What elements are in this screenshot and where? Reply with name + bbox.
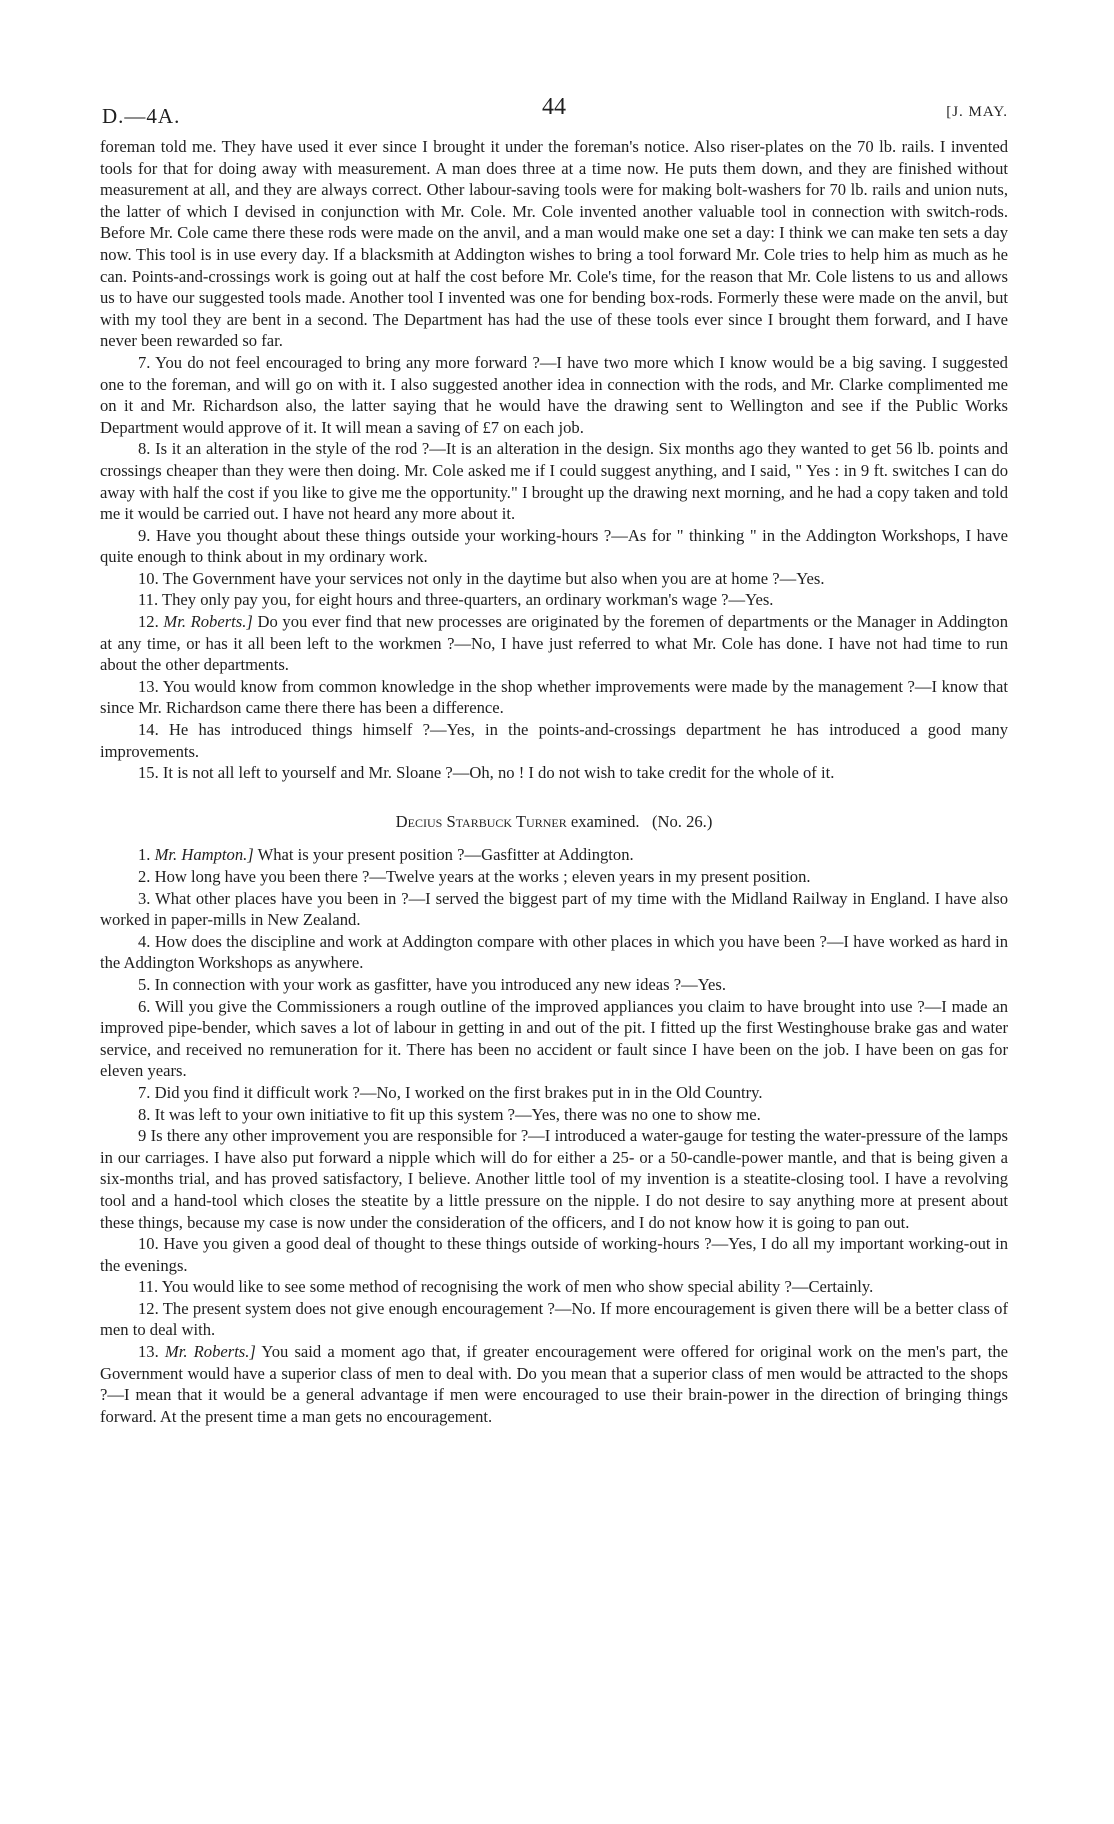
question-number: 14. — [138, 720, 159, 740]
question-paragraph — [100, 1082, 1008, 1104]
question-number: 10. — [138, 1234, 159, 1254]
question-paragraph — [100, 931, 1008, 974]
question-number: 9 — [138, 1126, 147, 1146]
continued-paragraph — [100, 136, 1008, 352]
witness-number: (No. 26.) — [651, 811, 713, 831]
question-text: What is your present position ?—Gasfitter at Addington. — [257, 845, 634, 865]
document-page — [100, 92, 1008, 1427]
paragraph-text: foreman told me. They have used it ever since I brought it under the foreman's notice. Also riser-plates on the 70 lb. rails. I invented tools for that for doing away with measurement. A man does three at a time now. He puts them down, and they are finished without measurement at all, and they are always correct. Other labour-saving tools were for making bolt-washers for 70 lb. rails and union nuts, the latter of which I devised in conjunction with Mr. Cole. Mr. Cole invented another valuable tool in connection with switch-rods. Before Mr. Cole came there these rods were made on the anvil, and a man would make one set a day: I think we can make ten sets a day now. This tool is in use every day. If a blacksmith at Addington wishes to bring a tool forward Mr. Cole tries to help him as much as he can. Points-and-crossings work is going out at half the cost before Mr. Cole's time, for the reason that Mr. Cole listens to us and allows us to have our suggested tools made. Another tool I invented was one for bending box-rods. Formerly these were made on the anvil, but with my tool they are bent in a second. The Department has had the use of these tools ever since I brought them forward, and I have never been rewarded so far. — [100, 137, 1008, 351]
question-number: 7. — [138, 352, 151, 372]
question-text: It is not all left to yourself and Mr. Sloane ?—Oh, no ! I do not wish to take credit for the whole of it. — [162, 763, 835, 783]
question-paragraph — [100, 844, 1008, 866]
question-text: Is it an alteration in the style of the rod ?—It is an alteration in the design. Six months ago they wanted to get 56 lb. points and crossings cheaper than they were then doing. Mr. Cole asked me if I could suggest anything, and I said, " Yes : in 9 ft. switches I can do away with half the cost if you like to give me the opportunity." I brought up the drawing next morning, and he had a copy taken and told me it would be carried out. I have not heard any more about it. — [100, 439, 1008, 524]
page-header — [100, 92, 1008, 136]
question-number: 7. — [138, 1082, 151, 1102]
question-number: 11. — [138, 590, 159, 610]
question-text: It was left to your own initiative to fit up this system ?—Yes, there was no one to show me. — [154, 1104, 761, 1124]
question-paragraph — [100, 438, 1008, 524]
witness-examined: examined. — [570, 811, 640, 831]
witness-heading — [100, 811, 1008, 833]
question-number: 11. — [138, 1277, 159, 1297]
speaker-name: Mr. Roberts.] — [164, 1342, 256, 1362]
question-number: 9. — [138, 525, 151, 545]
question-number: 12. — [138, 612, 159, 632]
question-text: How does the discipline and work at Addington compare with other places in which you have been ?—I have worked as hard in the Addington Workshops as anywhere. — [100, 931, 1009, 973]
question-number: 8. — [138, 1104, 151, 1124]
question-paragraph — [100, 888, 1008, 931]
question-paragraph — [100, 611, 1008, 676]
speaker-name: Mr. Roberts.] — [163, 612, 253, 632]
question-paragraph — [100, 1233, 1008, 1276]
question-text: Have you given a good deal of thought to these things outside of working-hours ?—Yes, I do all my important working-out in the evenings. — [100, 1234, 1009, 1275]
question-number: 5. — [138, 974, 151, 994]
question-paragraph — [100, 762, 1008, 784]
question-paragraph — [100, 719, 1008, 762]
question-text: The present system does not give enough encouragement ?—No. If more encouragement is given there will be a better class of men to deal with. — [100, 1298, 1008, 1340]
question-text: Do you ever find that new processes are originated by the foremen of departments or the Manager in Addington at any time, or has it all been left to the workmen ?—No, I have just referred to what Mr. Cole has done. I have not had time to run about the other departments. — [100, 612, 1009, 675]
question-paragraph — [100, 1341, 1008, 1427]
page-number: 44 — [542, 94, 566, 120]
question-number: 4. — [138, 931, 151, 951]
question-text: Have you thought about these things outside your working-hours ?—As for " thinking " in the Addington Workshops, I have quite enough to think about in my ordinary work. — [100, 525, 1008, 567]
running-head: [J. MAY. — [946, 104, 1008, 120]
testimony-part-1 — [100, 136, 1008, 784]
question-paragraph — [100, 525, 1008, 568]
question-text: In connection with your work as gasfitter, have you introduced any new ideas ?—Yes. — [154, 974, 726, 994]
question-number: 13. — [138, 1342, 159, 1362]
question-text: They only pay you, for eight hours and three-quarters, an ordinary workman's wage ?—Yes. — [162, 590, 774, 610]
question-text: You do not feel encouraged to bring any more forward ?—I have two more which I know would be a big saving. I suggested one to the foreman, and will go on with it. I also suggested another idea in connection with the rods, and Mr. Clarke complimented me on it and Mr. Richardson also, the latter saying that he would have the drawing sent to Wellington and see if the Public Works Department would approve of it. It will mean a saving of £7 on each job. — [100, 352, 1008, 437]
question-text: You would know from common knowledge in the shop whether improvements were made by the management ?—I know that since Mr. Richardson came there there has been a difference. — [100, 676, 1008, 718]
speaker-name: Mr. Hampton.] — [154, 845, 254, 865]
question-number: 15. — [138, 763, 159, 783]
question-paragraph — [100, 568, 1008, 590]
question-paragraph — [100, 996, 1008, 1082]
document-code: D.—4A. — [102, 104, 181, 128]
question-paragraph — [100, 866, 1008, 888]
question-paragraph — [100, 1125, 1008, 1233]
question-paragraph — [100, 974, 1008, 996]
question-number: 3. — [138, 888, 151, 908]
witness-name: Decius Starbuck Turner — [395, 811, 567, 831]
question-text: Is there any other improvement you are responsible for ?—I introduced a water-gauge for testing the water-pressure of the lamps in our carriages. I have also put forward a nipple which will do for either a 25- or a 50-candle-power mantle, and that is being given a six-months trial, and has proved satisfactory, I believe. Another little tool of my invention is a steatite-closing tool. I have a revolving tool and a hand-tool which closes the steatite by a little pressure on the nipple. I do not desire to say anything more at present about these things, because my case is now under the consideration of the officers, and I do not know how it is going to pan out. — [100, 1126, 1008, 1232]
question-number: 10. — [138, 568, 159, 588]
question-text: The Government have your services not only in the daytime but also when you are at home ?—Yes. — [162, 568, 825, 588]
question-number: 2. — [138, 867, 151, 886]
question-paragraph — [100, 352, 1008, 438]
question-text: Will you give the Commissioners a rough outline of the improved appliances you claim to have brought into use ?—I made an improved pipe-bender, which saves a lot of labour in getting in and out of the pit. I fitted up the first Westinghouse brake gas and water service, and received no remuneration for it. There has been no accident or fault since I have been on the job. I have been on gas for eleven years. — [100, 996, 1008, 1081]
question-paragraph — [100, 1276, 1008, 1298]
question-text: Did you find it difficult work ?—No, I worked on the first brakes put in in the Old Country. — [154, 1082, 763, 1102]
question-text: How long have you been there ?—Twelve years at the works ; eleven years in my present position. — [154, 867, 811, 886]
question-number: 13. — [138, 676, 159, 696]
question-paragraph — [100, 1104, 1008, 1126]
question-text: You said a moment ago that, if greater encouragement were offered for original work on the men's part, the Government would have a superior class of men to deal with. Do you mean that a superior class of men would be attracted to the shops ?—I mean that it would be a general advantage if men were encouraged to use their brain-power in the direction of bringing things forward. At the present time a man gets no encouragement. — [100, 1342, 1008, 1426]
testimony-part-2 — [100, 844, 1008, 1427]
question-number: 12. — [138, 1298, 159, 1318]
document-body — [100, 136, 1008, 1427]
question-text: He has introduced things himself ?—Yes, in the points-and-crossings department he has introduced a good many improvements. — [100, 720, 1008, 761]
question-text: You would like to see some method of recognising the work of men who show special ability ?—Certainly. — [161, 1277, 874, 1297]
question-paragraph — [100, 589, 1008, 611]
question-number: 6. — [138, 996, 151, 1016]
question-paragraph — [100, 1298, 1008, 1341]
question-text: What other places have you been in ?—I served the biggest part of my time with the Midland Railway in England. I have also worked in paper-mills in New Zealand. — [100, 888, 1008, 930]
question-number: 1. — [138, 845, 151, 865]
question-paragraph — [100, 676, 1008, 719]
question-number: 8. — [138, 439, 151, 459]
